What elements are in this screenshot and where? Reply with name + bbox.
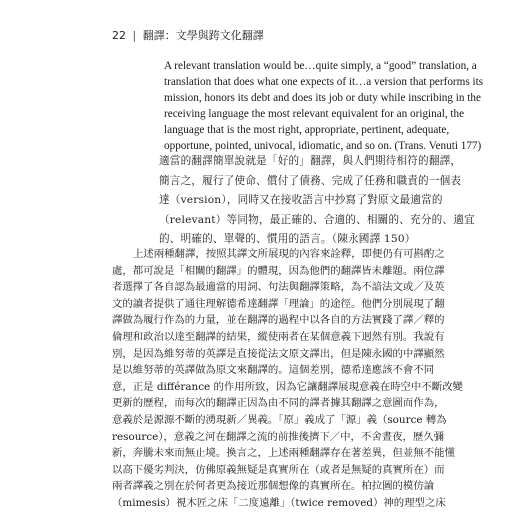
body-line: 意義於是源源不斷的湧現新／異義。「原」義成了「源」義（source 轉為 [112,413,447,426]
english-quote-line: receiving language the most relevant equivalent for an original, the [164,108,465,120]
body-line: 譯做為履行作為的力量，並在翻譯的過程中以各自的方法實踐了譯／釋的 [112,314,445,327]
body-paragraph [112,246,463,512]
chinese-quote-line: 簡言之，履行了使命、償付了債務、完成了任務和職責的一個表 [159,174,462,187]
body-line: 者選擇了各自認為最適當的用詞、句法與翻譯策略，為不諳法文或／及英 [112,281,445,294]
page-number: 22 [112,29,126,42]
body-line: 意，正是 différance 的作用所致，因為它讓翻譯展現意義在時空中不斷改變 [112,380,463,393]
body-line: 以高下優劣判決，仿佛原義無疑是真實所在（或者是無疑的真實所在）而 [112,463,445,476]
body-line: 文的讀者提供了通往理解德希達翻譯「理論」的途徑。他們分別展現了翻 [112,297,445,310]
body-line: resource），意義之河在翻譯之流的前推後擠下／中，不舍晝夜，歷久彌 [112,430,445,443]
chinese-block-quote [159,152,475,250]
chinese-quote-line: 適當的翻譯簡單說就是「好的」翻譯，與人們期待相符的翻譯， [159,155,462,167]
header-separator: | [132,29,137,42]
english-quote-line: A relevant translation would be…quite simply, a “good” translation, a [164,60,477,72]
body-line: 處，都可說是「相關的翻譯」的體現，因為他們的翻譯皆未離題。兩位譯 [112,264,445,277]
chinese-quote-line: 的、明確的、單聲的、慣用的語言。（陳永國譯 150） [159,233,416,245]
english-quote-line: translation that does what one expects of it…a version that performs its [164,76,484,88]
english-quote-line: opportune, pointed, univocal, idiomatic, and so on. (Trans. Venuti 177) [164,140,482,152]
english-quote-line: mission, honors its debt and does its job or duty while inscribing in the [164,92,481,104]
body-line: 更新的歷程，而每次的翻譯正因為由不同的譯者據其翻譯之意圖而作為， [112,397,445,410]
body-line: 別，是因為維努蒂的英譯是直接從法文原文譯出，但是陳永國的中譯顯然 [112,347,445,360]
body-line: 倫理和政治以達至翻譯的結果，縱使兩者在某個意義下迥然有別。我說有 [112,330,445,343]
body-line: （mimesis）視木匠之床「二度遠離」（twice removed）神的理型之床 [112,496,446,509]
body-line: 是以維努蒂的英譯做為原文來翻譯的。這個差別，德希達應該不會不同 [112,364,435,377]
english-quote-line: language that is the most right, appropriate, pertinent, adequate, [164,124,450,136]
body-line: 上述兩種翻譯，按照其譯文所展現的內容來詮釋，即便仍有可斟酌之 [133,248,445,260]
running-header [112,27,264,43]
body-line: 新，奔騰未來而無止境。換言之，上述兩種翻譯存在著差異，但並無不能懂 [112,447,455,460]
book-title: 翻譯：文學與跨文化翻譯 [142,29,264,42]
body-line: 兩者譯義之別在於何者更為接近那個想像的真實所在。柏拉圖的模仿論 [112,480,435,493]
chinese-quote-line: （relevant）等同物，最正確的、合適的、相關的、充分的、適宜 [159,213,475,226]
english-block-quote [164,58,484,154]
chinese-quote-line: 達（version），同時又在接收語言中抄寫了對原文最適當的 [159,194,443,206]
